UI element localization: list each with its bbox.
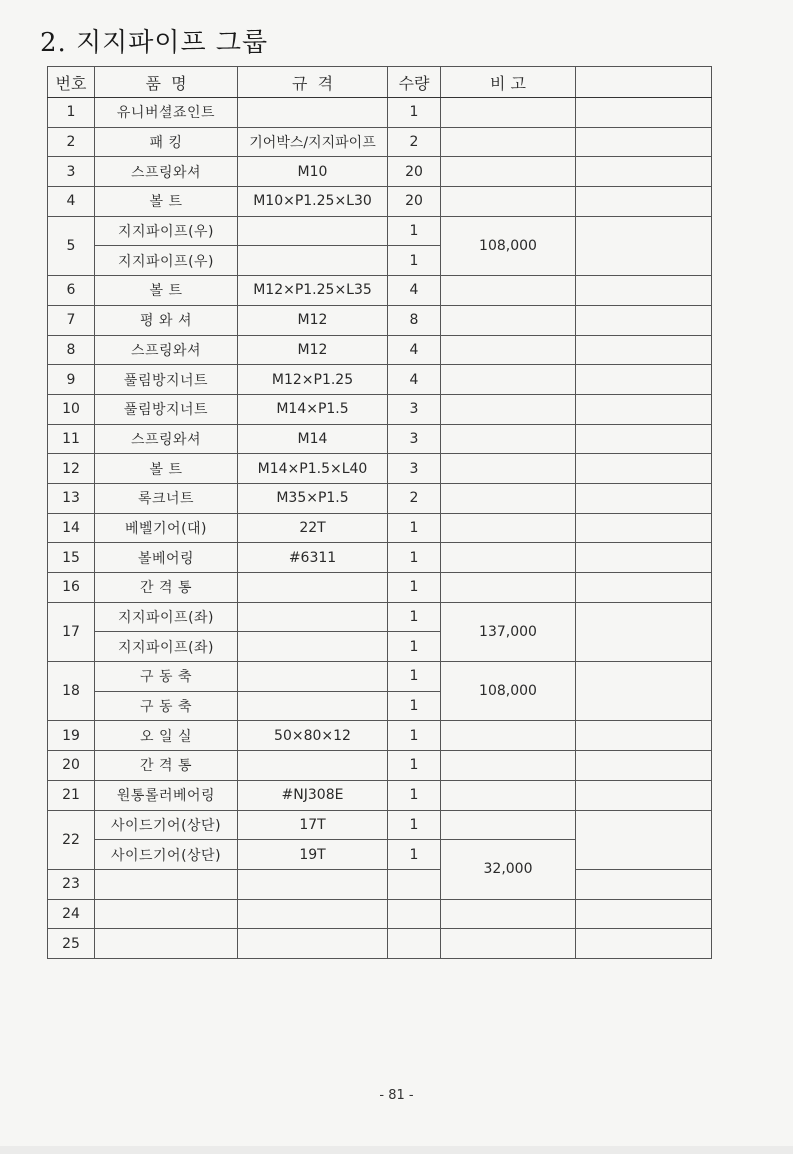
part-quantity: 1 (388, 602, 441, 632)
extra-cell (576, 127, 712, 157)
part-spec: M12×P1.25×L35 (238, 276, 388, 306)
part-spec: 17T (238, 810, 388, 840)
part-spec: M14×P1.5 (238, 394, 388, 424)
page-number: - 81 - (379, 1088, 414, 1103)
part-quantity: 1 (388, 216, 441, 246)
part-quantity: 3 (388, 394, 441, 424)
row-number: 17 (48, 602, 95, 661)
extra-cell (576, 573, 712, 603)
extra-cell (576, 454, 712, 484)
part-name: 간 격 통 (95, 751, 238, 781)
part-name: 유니버셜죠인트 (95, 98, 238, 128)
part-name: 지지파이프(우) (95, 246, 238, 276)
part-note (441, 513, 576, 543)
row-number: 24 (48, 899, 95, 929)
part-note (441, 424, 576, 454)
part-spec (238, 98, 388, 128)
part-quantity: 3 (388, 454, 441, 484)
part-note (441, 810, 576, 840)
part-note (441, 157, 576, 187)
part-quantity: 1 (388, 98, 441, 128)
part-spec (238, 691, 388, 721)
part-note: 108,000 (441, 216, 576, 275)
part-quantity (388, 899, 441, 929)
part-spec: #NJ308E (238, 780, 388, 810)
extra-cell (576, 335, 712, 365)
part-spec: M10×P1.25×L30 (238, 187, 388, 217)
table-row (48, 751, 712, 781)
part-quantity (388, 929, 441, 959)
table-row (48, 305, 712, 335)
part-name: 지지파이프(좌) (95, 602, 238, 632)
part-quantity: 1 (388, 573, 441, 603)
part-spec (238, 216, 388, 246)
extra-cell (576, 365, 712, 395)
part-name: 풀림방지너트 (95, 394, 238, 424)
part-quantity: 1 (388, 662, 441, 692)
part-note: 32,000 (441, 840, 576, 899)
part-quantity: 1 (388, 751, 441, 781)
table-row (48, 127, 712, 157)
part-name: 풀림방지너트 (95, 365, 238, 395)
extra-cell (576, 721, 712, 751)
header-name: 품 명 (95, 67, 238, 98)
part-spec (238, 929, 388, 959)
row-number: 8 (48, 335, 95, 365)
extra-cell (576, 869, 712, 899)
part-note (441, 365, 576, 395)
row-number: 15 (48, 543, 95, 573)
extra-cell (576, 513, 712, 543)
row-number: 16 (48, 573, 95, 603)
part-quantity: 3 (388, 424, 441, 454)
table-row (48, 187, 712, 217)
part-name: 패 킹 (95, 127, 238, 157)
part-name: 볼 트 (95, 454, 238, 484)
part-note (441, 335, 576, 365)
row-number: 5 (48, 216, 95, 275)
extra-cell (576, 187, 712, 217)
table-row (48, 513, 712, 543)
part-spec: 기어박스/지지파이프 (238, 127, 388, 157)
part-name: 사이드기어(상단) (95, 810, 238, 840)
part-spec: M10 (238, 157, 388, 187)
extra-cell (576, 751, 712, 781)
part-note (441, 929, 576, 959)
part-note (441, 305, 576, 335)
part-spec: #6311 (238, 543, 388, 573)
part-name: 구 동 축 (95, 662, 238, 692)
table-row (48, 929, 712, 959)
part-note: 137,000 (441, 602, 576, 661)
part-note (441, 127, 576, 157)
scan-edge (0, 1146, 793, 1154)
table-row (48, 276, 712, 306)
table-row (48, 810, 712, 840)
extra-cell (576, 899, 712, 929)
part-quantity: 1 (388, 691, 441, 721)
table-row (48, 157, 712, 187)
row-number: 14 (48, 513, 95, 543)
extra-cell (576, 483, 712, 513)
part-quantity: 1 (388, 543, 441, 573)
part-note (441, 751, 576, 781)
table-row (48, 721, 712, 751)
part-name: 볼베어링 (95, 543, 238, 573)
part-quantity: 1 (388, 513, 441, 543)
part-name: 베벨기어(대) (95, 513, 238, 543)
extra-cell (576, 424, 712, 454)
extra-cell (576, 394, 712, 424)
row-number: 11 (48, 424, 95, 454)
part-note (441, 276, 576, 306)
row-number: 6 (48, 276, 95, 306)
header-note: 비 고 (441, 67, 576, 98)
part-quantity: 1 (388, 246, 441, 276)
table-row (48, 483, 712, 513)
part-name: 간 격 통 (95, 573, 238, 603)
table-row (48, 780, 712, 810)
part-spec: 50×80×12 (238, 721, 388, 751)
extra-cell (576, 780, 712, 810)
extra-cell (576, 98, 712, 128)
extra-cell (576, 157, 712, 187)
part-name: 록크너트 (95, 483, 238, 513)
row-number: 1 (48, 98, 95, 128)
table-row (48, 543, 712, 573)
part-spec: M12×P1.25 (238, 365, 388, 395)
part-spec: M14 (238, 424, 388, 454)
part-note: 108,000 (441, 662, 576, 721)
part-spec: M14×P1.5×L40 (238, 454, 388, 484)
extra-cell (576, 305, 712, 335)
part-note (441, 454, 576, 484)
row-number: 7 (48, 305, 95, 335)
part-name: 원통롤러베어링 (95, 780, 238, 810)
table-row (48, 394, 712, 424)
part-spec (238, 751, 388, 781)
header-extra (576, 67, 712, 98)
part-quantity: 20 (388, 157, 441, 187)
extra-cell (576, 602, 712, 661)
part-quantity: 1 (388, 780, 441, 810)
part-spec (238, 899, 388, 929)
part-quantity: 2 (388, 127, 441, 157)
part-quantity: 1 (388, 810, 441, 840)
header-no: 번호 (48, 67, 95, 98)
part-name: 스프링와셔 (95, 157, 238, 187)
part-name: 평 와 셔 (95, 305, 238, 335)
table-row (48, 662, 712, 692)
part-spec: M35×P1.5 (238, 483, 388, 513)
part-name: 구 동 축 (95, 691, 238, 721)
extra-cell (576, 543, 712, 573)
extra-cell (576, 216, 712, 275)
part-name: 볼 트 (95, 187, 238, 217)
part-name: 지지파이프(좌) (95, 632, 238, 662)
part-note (441, 721, 576, 751)
table-row (48, 365, 712, 395)
parts-table (47, 66, 712, 959)
part-quantity: 1 (388, 721, 441, 751)
part-name: 사이드기어(상단) (95, 840, 238, 870)
part-note (441, 573, 576, 603)
row-number: 4 (48, 187, 95, 217)
part-note (441, 187, 576, 217)
part-quantity: 4 (388, 365, 441, 395)
part-name (95, 869, 238, 899)
part-name: 스프링와셔 (95, 424, 238, 454)
part-note (441, 899, 576, 929)
part-quantity: 2 (388, 483, 441, 513)
part-name: 오 일 실 (95, 721, 238, 751)
row-number: 18 (48, 662, 95, 721)
part-spec (238, 602, 388, 632)
part-spec: M12 (238, 335, 388, 365)
part-quantity: 20 (388, 187, 441, 217)
part-spec (238, 632, 388, 662)
table-row (48, 216, 712, 246)
part-note (441, 394, 576, 424)
part-name (95, 929, 238, 959)
header-spec: 규 격 (238, 67, 388, 98)
header-qty: 수량 (388, 67, 441, 98)
table-body (48, 98, 712, 959)
part-quantity: 4 (388, 335, 441, 365)
row-number: 23 (48, 869, 95, 899)
part-spec: 19T (238, 840, 388, 870)
part-spec: M12 (238, 305, 388, 335)
row-number: 21 (48, 780, 95, 810)
row-number: 9 (48, 365, 95, 395)
extra-cell (576, 276, 712, 306)
part-quantity: 1 (388, 840, 441, 870)
part-quantity: 1 (388, 632, 441, 662)
part-name: 스프링와셔 (95, 335, 238, 365)
part-name: 지지파이프(우) (95, 216, 238, 246)
table-header-row (48, 67, 712, 98)
part-spec (238, 662, 388, 692)
part-spec (238, 246, 388, 276)
table-row (48, 98, 712, 128)
extra-cell (576, 810, 712, 869)
part-quantity: 8 (388, 305, 441, 335)
part-spec (238, 573, 388, 603)
row-number: 22 (48, 810, 95, 869)
page-title: 2. 지지파이프 그룹 (40, 28, 269, 58)
part-note (441, 483, 576, 513)
part-note (441, 543, 576, 573)
table-row (48, 335, 712, 365)
table-row (48, 899, 712, 929)
row-number: 2 (48, 127, 95, 157)
part-name (95, 899, 238, 929)
row-number: 13 (48, 483, 95, 513)
table-row (48, 573, 712, 603)
extra-cell (576, 929, 712, 959)
table-row (48, 424, 712, 454)
extra-cell (576, 662, 712, 721)
part-quantity (388, 869, 441, 899)
row-number: 20 (48, 751, 95, 781)
part-spec: 22T (238, 513, 388, 543)
table-row (48, 454, 712, 484)
row-number: 3 (48, 157, 95, 187)
part-name: 볼 트 (95, 276, 238, 306)
row-number: 12 (48, 454, 95, 484)
part-note (441, 98, 576, 128)
part-quantity: 4 (388, 276, 441, 306)
table-row (48, 869, 712, 899)
part-note (441, 780, 576, 810)
row-number: 25 (48, 929, 95, 959)
table-row (48, 602, 712, 632)
row-number: 19 (48, 721, 95, 751)
part-spec (238, 869, 388, 899)
row-number: 10 (48, 394, 95, 424)
